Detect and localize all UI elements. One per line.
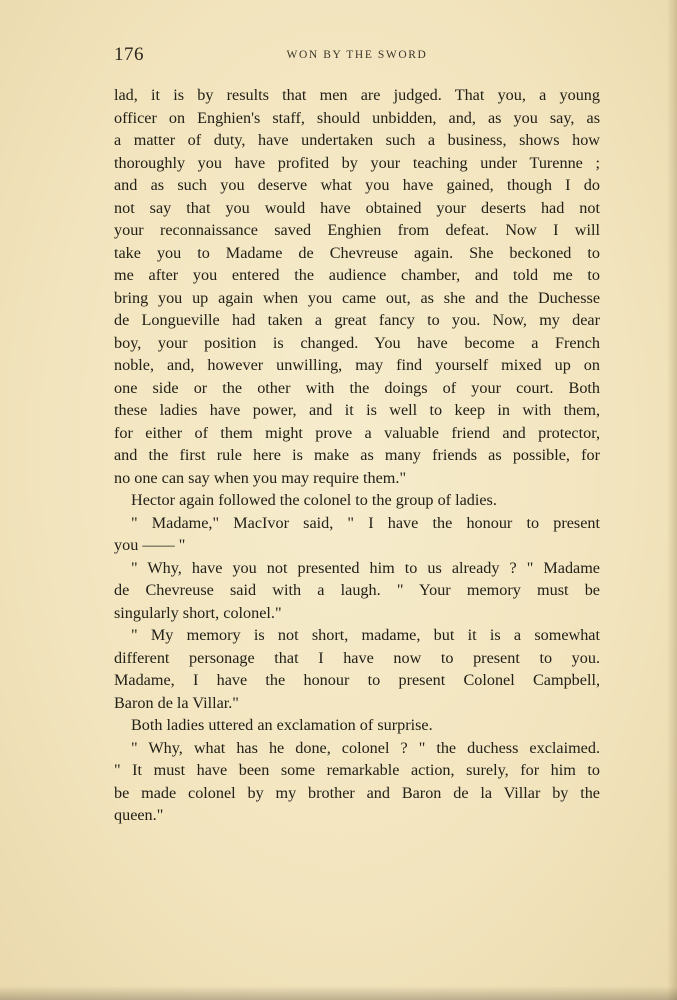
text-line: singularly short, colonel." [114,603,282,622]
text-line: thoroughly you have profited by your teaching under Turenne ; [114,153,600,172]
text-line: boy, your position is changed. You have become a French [114,333,600,352]
text-line: " It must have been some remarkable action, surely, for him to [114,761,600,779]
text-line: one side or the other with the doings of your court. Both [114,378,600,397]
text-line: officer on Enghien's staff, should unbidden, and, as you say, as [114,108,600,127]
text-line: and as such you deserve what you have gained, though I do [114,176,600,194]
body-text [114,84,600,827]
page-header [114,44,600,68]
text-line: for either of them might prove a valuable friend and protector, [114,423,600,442]
text-line: your reconnaissance saved Enghien from defeat. Now I will [114,221,600,239]
text-line: Madame, I have the honour to present Colonel Campbell, [114,671,600,689]
running-title: WON BY THE SWORD [286,49,428,61]
text-line: take you to Madame de Chevreuse again. She beckoned to [114,243,600,262]
page-edge-shadow-bottom [0,986,677,1000]
text-line: be made colonel by my brother and Baron de la Villar by the [114,783,600,802]
page-edge-shadow-right [667,0,677,1000]
text-line: no one can say when you may require them." [114,468,407,487]
text-line: " Why, have you not presented him to us already ? " Madame [131,558,600,577]
text-line: lad, it is by results that men are judged. That you, a young [114,86,600,104]
text-line: me after you entered the audience chamber, and told me to [114,266,600,284]
text-line: these ladies have power, and it is well to keep in with them, [114,401,600,419]
page-number: 176 [114,44,144,65]
text-line: " My memory is not short, madame, but it is a somewhat [131,626,600,644]
text-line: different personage that I have now to present to you. [114,648,600,667]
text-line: a matter of duty, have undertaken such a business, shows how [114,131,600,149]
text-line: de Chevreuse said with a laugh. " Your memory must be [114,581,600,599]
text-line: queen." [114,806,164,824]
text-line: " Madame," MacIvor said, " I have the honour to present [131,513,600,532]
text-line: Baron de la Villar." [114,693,239,712]
text-line: " Why, what has he done, colonel ? " the duchess exclaimed. [131,738,600,757]
text-line: you —— " [114,536,186,554]
text-line: noble, and, however unwilling, may find yourself mixed up on [114,356,600,374]
text-line: Both ladies uttered an exclamation of surprise. [131,716,433,734]
text-line: bring you up again when you came out, as she and the Duchesse [114,288,600,307]
text-line: and the first rule here is make as many friends as possible, for [114,446,600,464]
text-line: Hector again followed the colonel to the group of ladies. [131,491,497,509]
text-line: not say that you would have obtained your deserts had not [114,198,600,217]
text-line: de Longueville had taken a great fancy to you. Now, my dear [114,311,600,329]
